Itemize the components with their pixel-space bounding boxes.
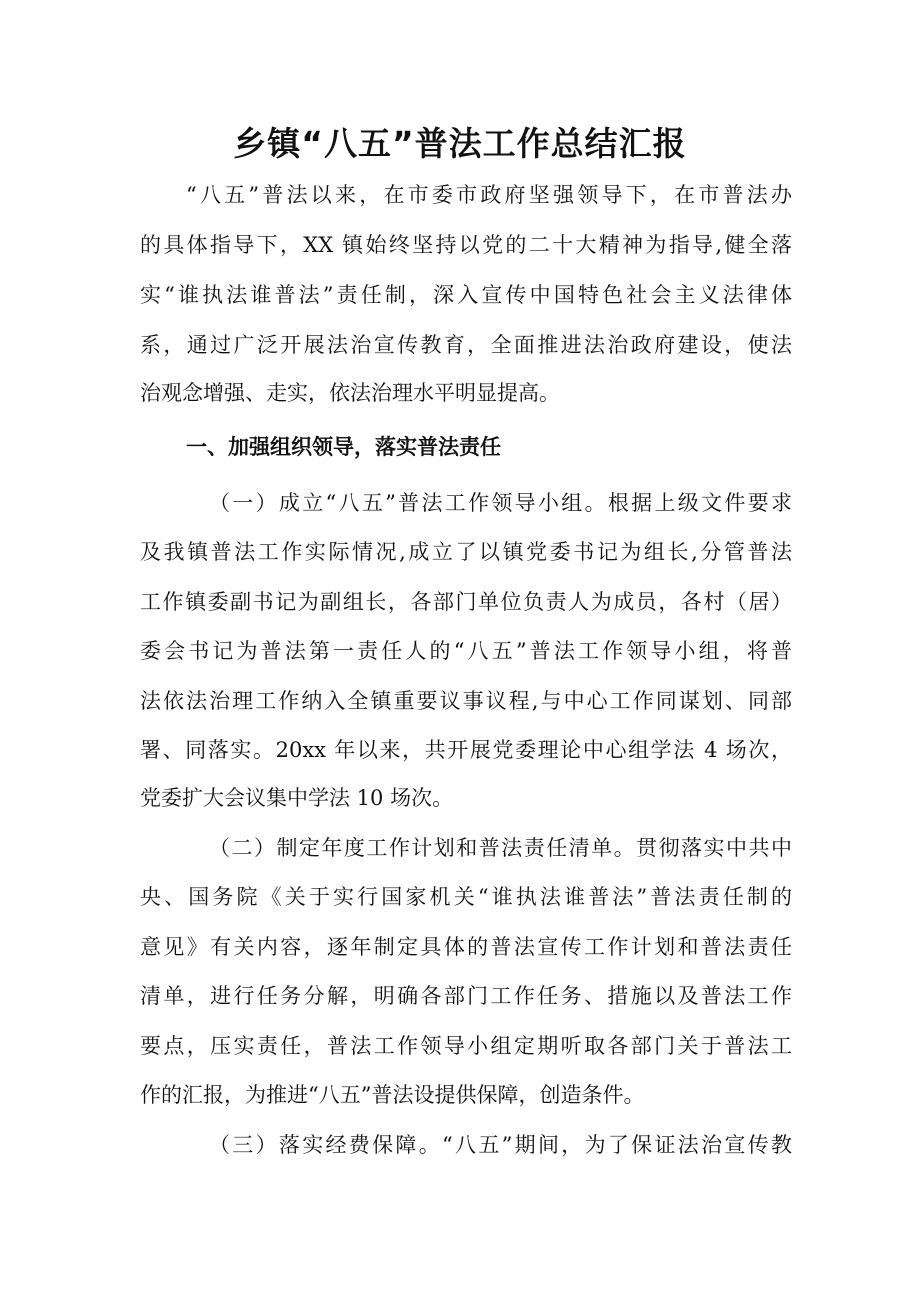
para1-line-4: 委会书记为普法第一责任人的“八五”普法工作领导小组，将普 [140, 639, 792, 663]
para1-line-3: 工作镇委副书记为副组长，各部门单位负责人为成员，各村（居） [140, 590, 792, 614]
para1-line-7: 党委扩大会议集中学法 10 场次。 [140, 786, 454, 810]
intro-line-4: 系，通过广泛开展法治宣传教育，全面推进法治政府建设，使法 [140, 333, 792, 357]
para2-line-2: 央、国务院《关于实行国家机关“谁执法谁普法”普法责任制的 [140, 885, 792, 909]
intro-line-2: 的具体指导下，XX 镇始终坚持以党的二十大精神为指导,健全落 [140, 233, 792, 257]
document-title: 乡镇“八五”普法工作总结汇报 [233, 124, 687, 163]
para2-line-4: 清单，进行任务分解，明确各部门工作任务、措施以及普法工作 [140, 984, 792, 1008]
para1-line-6: 署、同落实。20xx 年以来，共开展党委理论中心组学法 4 场次， [140, 738, 792, 762]
para2-line-1: （二）制定年度工作计划和普法责任清单。贯彻落实中共中 [209, 836, 792, 860]
para1-line-2: 及我镇普法工作实际情况,成立了以镇党委书记为组长,分管普法 [140, 540, 792, 564]
para3-line-1: （三）落实经费保障。“八五”期间，为了保证法治宣传教 [209, 1133, 792, 1157]
section-heading-1: 一、加强组织领导，落实普法责任 [186, 435, 501, 459]
para1-line-5: 法依法治理工作纳入全镇重要议事议程,与中心工作同谋划、同部 [140, 689, 792, 713]
para2-line-6: 作的汇报，为推进“八五”普法设提供保障，创造条件。 [140, 1083, 645, 1107]
intro-line-1: “八五”普法以来，在市委市政府坚强领导下，在市普法办 [186, 183, 792, 207]
intro-line-3: 实“谁执法谁普法”责任制，深入宣传中国特色社会主义法律体 [140, 283, 792, 307]
para1-line-1: （一）成立“八五”普法工作领导小组。根据上级文件要求 [209, 491, 792, 515]
para2-line-3: 意见》有关内容，逐年制定具体的普法宣传工作计划和普法责任 [140, 935, 792, 959]
intro-line-5: 治观念增强、走实，依法治理水平明显提高。 [140, 381, 560, 405]
para2-line-5: 要点，压实责任，普法工作领导小组定期听取各部门关于普法工 [140, 1034, 792, 1058]
